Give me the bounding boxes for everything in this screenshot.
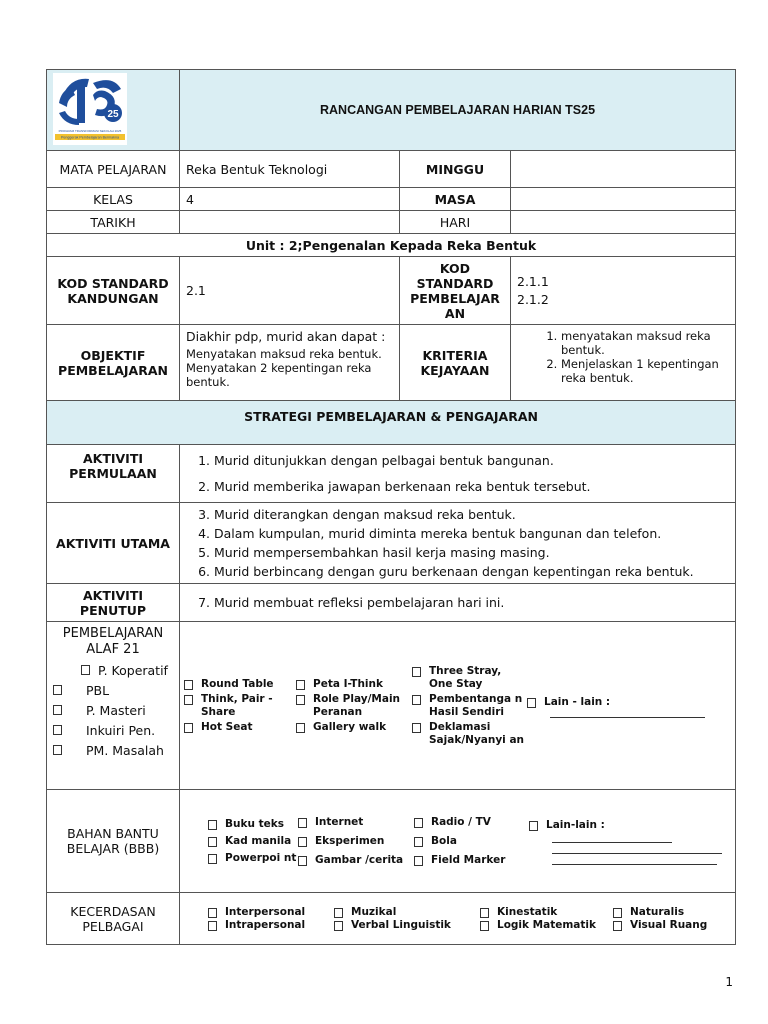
checkbox-icon[interactable]: [334, 921, 343, 931]
checkbox-icon[interactable]: [298, 818, 307, 828]
checkbox-icon[interactable]: [414, 856, 423, 866]
bbb-col-2: [298, 810, 414, 873]
bbb-option: Bola: [414, 835, 529, 848]
checkbox-icon[interactable]: [296, 695, 305, 705]
label-objektif: OBJEKTIF PEMBELAJARAN: [47, 325, 180, 401]
value-kod-standard-kandungan: 2.1: [180, 257, 400, 325]
kriteria-list: [517, 329, 729, 385]
label-aktiviti-penutup: AKTIVITI PENUTUP: [47, 584, 180, 622]
bbb-lain-line[interactable]: [552, 843, 722, 854]
utama-list: [186, 505, 729, 581]
alaf-col-2: [296, 676, 412, 736]
value-kod-standard-pembelajaran: [511, 257, 736, 325]
alaf-col-4: [527, 694, 712, 718]
checkbox-icon[interactable]: [527, 698, 536, 708]
label-tarikh: TARIKH: [47, 211, 180, 234]
alaf-option: Deklamasi Sajak/Nyanyi an: [412, 721, 527, 747]
bbb-option: Buku teks: [208, 818, 298, 831]
rph-table: [46, 69, 736, 945]
value-hari: [511, 211, 736, 234]
kecerdasan-option: Naturalis: [613, 906, 723, 919]
checkbox-icon[interactable]: [529, 821, 538, 831]
kecerdasan-col-4: [613, 906, 723, 932]
checkbox-icon[interactable]: [53, 745, 62, 755]
kecerdasan-option: Intrapersonal: [208, 919, 334, 932]
bbb-option: Powerpoi nt: [208, 852, 298, 865]
alaf-left-item: PM. Masalah: [53, 743, 173, 758]
label-aktiviti-utama: AKTIVITI UTAMA: [47, 503, 180, 584]
label-mata-pelajaran: MATA PELAJARAN: [47, 151, 180, 188]
label-kriteria: KRITERIA KEJAYAAN: [400, 325, 511, 401]
label-masa: MASA: [400, 188, 511, 211]
label-alaf-21: PEMBELAJARAN ALAF 21: [62, 626, 164, 657]
alaf-left-item: P. Koperatif: [53, 663, 173, 678]
value-masa: [511, 188, 736, 211]
permulaan-list: [186, 448, 729, 500]
label-hari: HARI: [400, 211, 511, 234]
kod-sp-1: 2.1.1: [517, 273, 549, 289]
permulaan-item: 2. Murid memberika jawapan berkenaan reka bentuk tersebut.: [214, 474, 729, 500]
checkbox-icon[interactable]: [613, 908, 622, 918]
alaf-options: [180, 622, 736, 790]
checkbox-icon[interactable]: [334, 908, 343, 918]
checkbox-icon[interactable]: [208, 820, 217, 830]
kecerdasan-option: Interpersonal: [208, 906, 334, 919]
aktiviti-permulaan: [180, 445, 736, 503]
logo-caption-1: PROGRAM TRANSFORMASI SEKOLAH 2025: [58, 128, 122, 133]
objektif-line-2: Menyatakan 2 kepentingan reka bentuk.: [186, 361, 372, 389]
checkbox-icon[interactable]: [412, 667, 421, 677]
value-minggu: [511, 151, 736, 188]
alaf-option: Hot Seat: [184, 721, 296, 734]
kecerdasan-option: Visual Ruang: [613, 919, 723, 932]
checkbox-icon[interactable]: [53, 725, 62, 735]
logo-cell: [47, 70, 180, 151]
value-mata-pelajaran: Reka Bentuk Teknologi: [180, 151, 400, 188]
objektif-intro: Diakhir pdp, murid akan dapat :: [186, 329, 386, 344]
label-kelas: KELAS: [47, 188, 180, 211]
bbb-option: Eksperimen: [298, 835, 414, 848]
label-aktiviti-permulaan: AKTIVITI PERMULAAN: [47, 445, 180, 503]
alaf-option: Think, Pair - Share: [184, 693, 296, 719]
value-objektif: [180, 325, 400, 401]
bbb-col-1: [208, 814, 298, 869]
checkbox-icon[interactable]: [208, 921, 217, 931]
checkbox-icon[interactable]: [53, 685, 62, 695]
kecerdasan-options: [180, 893, 736, 945]
kecerdasan-col-2: [334, 906, 480, 932]
utama-item: 6. Murid berbincang dengan guru berkenaan dengan kepentingan reka bentuk.: [214, 562, 729, 581]
penutup-item: 7. Murid membuat refleksi pembelajaran hari ini.: [214, 593, 729, 612]
checkbox-icon[interactable]: [412, 695, 421, 705]
alaf-option: Role Play/Main Peranan: [296, 693, 412, 719]
utama-item: 3. Murid diterangkan dengan maksud reka bentuk.: [214, 505, 729, 524]
penutup-list: [186, 593, 729, 612]
bbb-option-lain: Lain-lain :: [529, 819, 724, 832]
bbb-option: Gambar /cerita: [298, 854, 414, 867]
alaf-option: Peta I-Think: [296, 678, 412, 691]
page-title: RANCANGAN PEMBELAJARAN HARIAN TS25: [180, 70, 736, 151]
utama-item: 5. Murid mempersembahkan hasil kerja masing masing.: [214, 543, 729, 562]
kecerdasan-col-3: [480, 906, 613, 932]
utama-item: 4. Dalam kumpulan, murid diminta mereka bentuk bangunan dan telefon.: [214, 524, 729, 543]
kriteria-item: 1. menyatakan maksud reka bentuk.: [561, 329, 729, 357]
aktiviti-utama: [180, 503, 736, 584]
permulaan-item: 1. Murid ditunjukkan dengan pelbagai bentuk bangunan.: [214, 448, 729, 474]
checkbox-icon[interactable]: [480, 921, 489, 931]
checkbox-icon[interactable]: [412, 723, 421, 733]
label-bbb: BAHAN BANTU BELAJAR (BBB): [47, 790, 180, 893]
logo-25-text: 25: [107, 108, 119, 120]
checkbox-icon[interactable]: [296, 680, 305, 690]
alaf-option: Three Stray, One Stay: [412, 665, 527, 691]
checkbox-icon[interactable]: [613, 921, 622, 931]
alaf-left-list: [53, 663, 173, 758]
bbb-lain-line[interactable]: [552, 854, 717, 865]
alaf-option: Round Table: [184, 678, 296, 691]
alaf-left-item: P. Masteri: [53, 703, 173, 718]
page-number: 1: [725, 975, 733, 989]
objektif-line-1: Menyatakan maksud reka bentuk.: [186, 347, 382, 361]
checkbox-icon[interactable]: [184, 680, 193, 690]
kriteria-item: 2. Menjelaskan 1 kepentingan reka bentuk.: [561, 357, 729, 385]
bbb-option: Kad manila: [208, 835, 298, 848]
checkbox-icon[interactable]: [208, 837, 217, 847]
alaf-option: Gallery walk: [296, 721, 412, 734]
label-kod-standard-pembelajaran: KOD STANDARD PEMBELAJAR AN: [400, 257, 511, 325]
logo-caption-2: Penggerak Pembelajaran Bermakna: [61, 135, 119, 139]
bbb-option: Internet: [298, 816, 414, 829]
kecerdasan-col-1: [208, 906, 334, 932]
bbb-col-3: [414, 810, 529, 873]
alaf-col-1: [184, 676, 296, 736]
checkbox-icon[interactable]: [184, 723, 193, 733]
alaf-col-3: [412, 663, 527, 749]
strategi-heading: STRATEGI PEMBELAJARAN & PENGAJARAN: [47, 401, 736, 445]
kecerdasan-option: Muzikal: [334, 906, 480, 919]
label-kod-standard-kandungan: KOD STANDARD KANDUNGAN: [47, 257, 180, 325]
checkbox-icon[interactable]: [208, 908, 217, 918]
alaf-label-cell: [47, 622, 180, 790]
unit-title: Unit : 2;Pengenalan Kepada Reka Bentuk: [47, 234, 736, 257]
kecerdasan-option: Kinestatik: [480, 906, 613, 919]
checkbox-icon[interactable]: [53, 705, 62, 715]
checkbox-icon[interactable]: [480, 908, 489, 918]
ts25-logo: [53, 73, 127, 145]
alaf-option: Pembentanga n Hasil Sendiri: [412, 693, 527, 719]
alaf-left-item: PBL: [53, 683, 173, 698]
checkbox-icon[interactable]: [184, 695, 193, 705]
checkbox-icon[interactable]: [208, 854, 217, 864]
label-kecerdasan: KECERDASAN PELBAGAI: [47, 893, 180, 945]
bbb-col-4: [529, 817, 724, 865]
kod-sp-2: 2.1.2: [517, 291, 549, 307]
bbb-options: [180, 790, 736, 893]
value-tarikh: [180, 211, 400, 234]
alaf-lain-line[interactable]: [550, 711, 705, 718]
checkbox-icon[interactable]: [414, 837, 423, 847]
value-kelas: 4: [180, 188, 400, 211]
alaf-option-lain: Lain - lain :: [527, 696, 712, 709]
bbb-option: Radio / TV: [414, 816, 529, 829]
alaf-left-item: Inkuiri Pen.: [53, 723, 173, 738]
label-minggu: MINGGU: [400, 151, 511, 188]
aktiviti-penutup: [180, 584, 736, 622]
checkbox-icon[interactable]: [414, 818, 423, 828]
checkbox-icon[interactable]: [296, 723, 305, 733]
checkbox-icon[interactable]: [298, 856, 307, 866]
checkbox-icon[interactable]: [298, 837, 307, 847]
checkbox-icon[interactable]: [81, 665, 90, 675]
bbb-option: Field Marker: [414, 854, 529, 867]
kecerdasan-option: Verbal Linguistik: [334, 919, 480, 932]
bbb-lain-line[interactable]: [552, 834, 672, 843]
value-kriteria: [511, 325, 736, 401]
kecerdasan-option: Logik Matematik: [480, 919, 613, 932]
